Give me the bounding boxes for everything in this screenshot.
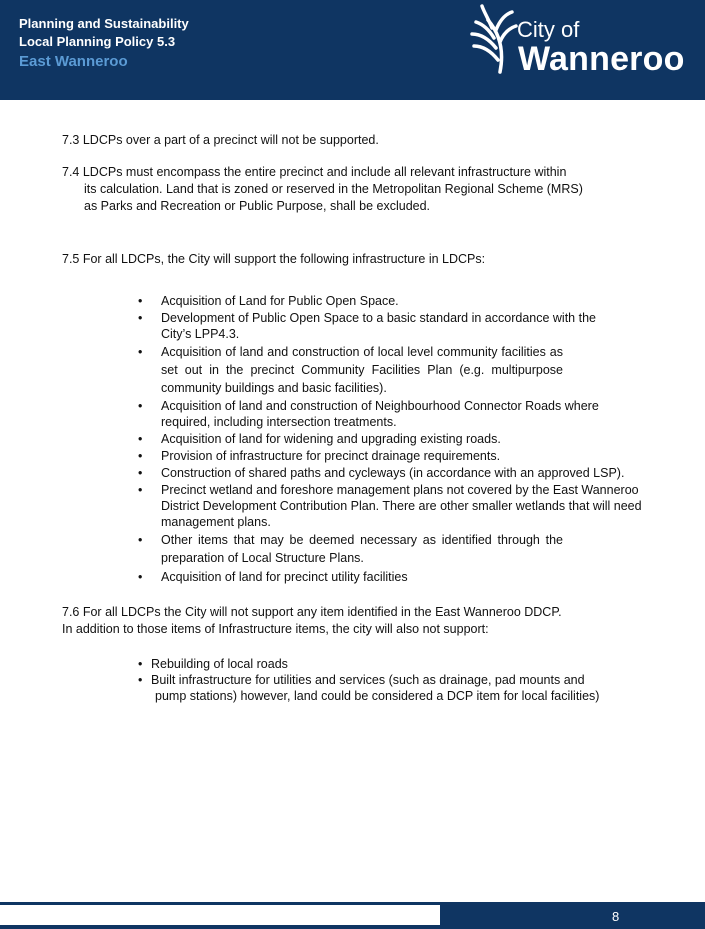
clause-7-6-list [138,656,599,704]
list-item-text: Built infrastructure for utilities and services (such as drainage, pad mounts and [151,673,585,687]
list-item: • Construction of shared paths and cycleways (in accordance with an approved LSP). [138,465,678,481]
logo-text-bottom: Wanneroo [518,40,685,78]
header-title-block [19,15,189,71]
footer-inset [0,905,440,925]
list-item [138,656,599,672]
list-item [138,672,599,704]
page-number: 8 [612,909,620,924]
clause-7-4 [62,164,583,215]
clause-7-4-line1: 7.4 LDCPs must encompass the entire precinct and include all relevant infrastructure within [62,165,567,179]
clause-7-6-line1: 7.6 For all LDCPs the City will not support any item identified in the East Wanneroo DDCP. [62,605,562,619]
clause-7-5: 7.5 For all LDCPs, the City will support the following infrastructure in LDCPs: [62,252,486,266]
header-subtitle: East Wanneroo [19,53,128,70]
clause-7-5-list [138,293,678,586]
clause-7-4-line2: its calculation. Land that is zoned or reserved in the Metropolitan Regional Scheme (MRS) [84,182,583,196]
list-item: • Acquisition of land for widening and upgrading existing roads. [138,431,678,447]
clause-7-4-line3: as Parks and Recreation or Public Purpose, shall be excluded. [84,199,431,213]
list-item: • Acquisition of land and construction of local level community facilities as set out in the precinct Community Facilities Plan (e.g. multipurpose community buildings and basic facilities). [138,343,623,397]
list-item-continuation: pump stations) however, land could be considered a DCP item for local facilities) [155,689,600,703]
list-item-text: Rebuilding of local roads [151,657,288,671]
clause-7-6 [62,604,562,638]
header-department: Planning and Sustainability [19,16,189,31]
list-item: • Development of Public Open Space to a basic standard in accordance with the City’s LPP4.3. [138,310,601,342]
city-logo [470,2,695,78]
page-header [0,0,705,100]
list-item: • Acquisition of land and construction of Neighbourhood Connector Roads where required, including intersection treatments. [138,398,601,430]
list-item: • Acquisition of Land for Public Open Space. [138,293,678,309]
city-emblem-icon [470,2,518,74]
list-item: • Precinct wetland and foreshore management plans not covered by the East Wanneroo District Development Contribution Plan. There are other smaller wetlands that will need management plans. [138,482,666,530]
list-item: • Provision of infrastructure for precinct drainage requirements. [138,448,678,464]
clause-7-6-line2: In addition to those items of Infrastructure items, the city will also not support: [62,622,489,636]
clause-7-3: 7.3 LDCPs over a part of a precinct will not be supported. [62,133,379,147]
header-policy: Local Planning Policy 5.3 [19,34,176,49]
list-item: • Other items that may be deemed necessary as identified through the preparation of Local Structure Plans. [138,531,623,567]
logo-text-top: City of [517,17,580,42]
list-item: • Acquisition of land for precinct utility facilities [138,569,678,585]
